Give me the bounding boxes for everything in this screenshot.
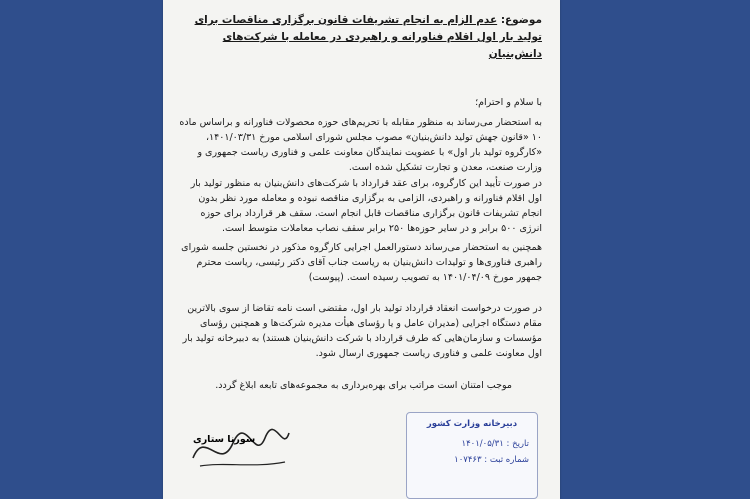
letter-paragraph-4: در صورت درخواست انعقاد قرارداد تولید بار اول، مقتضی است نامه تقاضا از سوی بالاترین مقام دستگاه اجرایی (مدیران عامل و یا رؤسای هیأت مدیره شرکت‌ها و همچنین رؤسای مؤسسات و سازمان‌هایی که طرف قرارداد با شرکت دانش‌بنیان هستند) به دبیرخانه تولید بار اول معاونت علمی و فناوری ریاست جمهوری ارسال شود.	[182, 303, 542, 359]
stamp-date: تاریخ : ۱۴۰۱/۰۵/۳۱	[461, 439, 529, 449]
letter-paragraph-2: در صورت تأیید این کارگروه، برای عقد قرارداد با شرکت‌های دانش‌بنیان به منظور تولید بار اول اقلام فناورانه و راهبردی، الزامی به برگزاری مناقصه نبوده و معامله مورد نظر بدون انجام تشریفات قانون برگزاری مناقصات قابل انجام است. سقف هر قرارداد برای حوزه انرژی ۵۰۰ برابر و در سایر حوزه‌ها ۲۵۰ برابر سقف نصاب معاملات متوسط است.	[190, 178, 542, 234]
stamp-number: شماره ثبت : ۱۰۷۴۶۳	[454, 455, 529, 465]
signature-scribble	[185, 418, 295, 478]
letter-subject	[177, 12, 542, 63]
letter-paragraph-3: همچنین به استحضار می‌رساند دستورالعمل اجرایی کارگروه مذکور در نخستین جلسه شورای راهبری فناوری‌ها و تولیدات دانش‌بنیان به ریاست جناب آقای دکتر رئیسی، ریاست محترم جمهور مورخ ۱۴۰۱/۰۴/۰۹ به تصویب رسیده است. (پیوست)	[181, 242, 542, 283]
letter-closing: موجب امتنان است مراتب برای بهره‌برداری به مجموعه‌های تابعه ابلاغ گردد.	[215, 380, 512, 391]
stamp-title: دبیرخانه وزارت کشور	[426, 419, 518, 429]
letter-page	[163, 0, 560, 499]
letter-greeting: با سلام و احترام؛	[475, 97, 542, 108]
subject-label: موضوع:	[500, 14, 542, 26]
registry-stamp	[406, 412, 538, 499]
signature-name: سورنا ستاری	[193, 434, 256, 445]
letter-paragraph-1: به استحضار می‌رساند به منظور مقابله با تحریم‌های حوزه محصولات فناورانه و براساس ماده ۱۰ «قانون جهش تولید دانش‌بنیان» مصوب مجلس شورای اسلامی مورخ ۱۴۰۱/۰۳/۳۱، «کارگروه تولید بار اول» با عضویت نمایندگان معاونت علمی و فناوری ریاست جمهوری و وزارت صنعت، معدن و تجارت تشکیل شده است.	[179, 117, 542, 173]
subject-text: عدم الزام به انجام تشریفات قانون برگزاری مناقصات برای تولید بار اول اقلام فناورانه و راهبردی در معامله با شرکت‌های دانش‌بنیان	[194, 14, 542, 60]
